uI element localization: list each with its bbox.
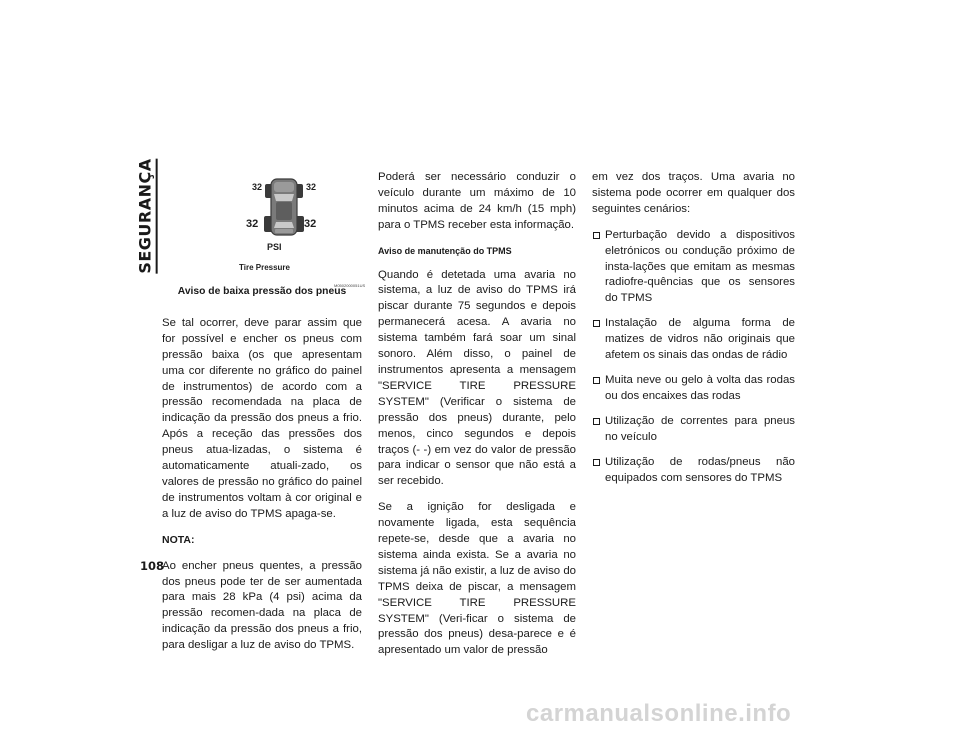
page-number: 108 — [140, 559, 165, 573]
note-title: NOTA: — [162, 533, 195, 546]
note-body: Ao encher pneus quentes, a pressão dos pneus pode ter de ser aumentada para mais 28 kPa (4 psi) acima da pressão recomen-dada na placa de indicação da pressão dos pneus a frio, para desligar a luz de aviso do TPMS. — [162, 559, 362, 652]
figure-caption: Aviso de baixa pressão dos pneus — [177, 286, 347, 297]
square-bullet-icon — [593, 232, 600, 239]
list-item: Instalação de alguma forma de matizes de vidros não originais que afetem os sinais das ondas de rádio — [592, 316, 795, 364]
section-tab-label: SEGURANÇA — [136, 158, 158, 273]
column-1 — [162, 170, 366, 664]
list-item: Utilização de rodas/pneus não equipados com sensores do TPMS — [592, 455, 795, 487]
list-item: Perturbação devido a dispositivos eletrónicos ou condução próximo de insta-lações que emitam as mesmas radiofre-quências que os sensores do TPMS — [592, 228, 795, 308]
front-left-pressure: 32 — [252, 182, 263, 192]
paragraph: em vez dos traços. Uma avaria no sistema pode ocorrer em qualquer dos seguintes cenários: — [592, 171, 795, 215]
paragraph: Quando é detetada uma avaria no sistema, a luz de aviso do TPMS irá piscar durante 75 segundos e depois permanecerá acesa. A avaria no sistema também fará soar um sinal sonoro. Além disso, o painel de instrumentos apresenta a mensagem "SERVICE TIRE PRESSURE SYSTEM" (Verificar o sistema de pressão dos pneus) durante, pelo menos, cinco segundos e depois traços (- -) em vez do valor de pressão para indicar o sensor que não está a ser recebido. — [378, 268, 576, 488]
figure-code: M0502000051US — [334, 283, 366, 288]
pressure-unit: PSI — [267, 242, 282, 252]
watermark: carmanualsonline.info — [526, 700, 792, 727]
front-right-pressure: 32 — [306, 182, 317, 192]
section-tab — [136, 158, 158, 274]
rear-right-pressure: 32 — [304, 218, 317, 230]
rear-left-pressure: 32 — [246, 218, 259, 230]
column-3 — [592, 170, 795, 495]
figure-label: Tire Pressure — [239, 263, 290, 272]
paragraph: Poderá ser necessário conduzir o veículo durante um máximo de 10 minutos acima de 24 km/h (15 mph) para o TPMS receber esta informação. — [378, 171, 576, 231]
column-2 — [378, 170, 576, 669]
section-heading: Aviso de manutenção do TPMS — [378, 245, 512, 256]
square-bullet-icon — [593, 320, 600, 327]
list-item: Utilização de correntes para pneus no veículo — [592, 414, 795, 446]
scenario-list — [592, 228, 795, 487]
square-bullet-icon — [593, 377, 600, 384]
list-item: Muita neve ou gelo à volta das rodas ou dos encaixes das rodas — [592, 373, 795, 405]
tire-pressure-figure — [179, 176, 366, 288]
square-bullet-icon — [593, 418, 600, 425]
paragraph: Se a ignição for desligada e novamente ligada, esta sequência repete-se, desde que a avaria no sistema ainda exista. Se a avaria no sistema já não existir, a luz de aviso do TPMS deixa de piscar, a mensagem "SERVICE TIRE PRESSURE SYSTEM" (Veri-ficar o sistema de pressão dos pneus) desa-parece e é apresentado um valor de pressão — [378, 501, 576, 657]
paragraph: Se tal ocorrer, deve parar assim que for possível e encher os pneus com pressão baixa (os que apresentam uma cor diferente no gráfico do painel de instrumentos) de acordo com a pressão recomendada na placa de indicação da pressão dos pneus a frio. Após a receção das pressões dos pneus atua-lizadas, o sistema é automaticamente atuali-zado, os valores de pressão no gráfico do painel de instrumentos voltam à cor original e a luz de aviso do TPMS apaga-se. — [162, 316, 362, 520]
square-bullet-icon — [593, 459, 600, 466]
